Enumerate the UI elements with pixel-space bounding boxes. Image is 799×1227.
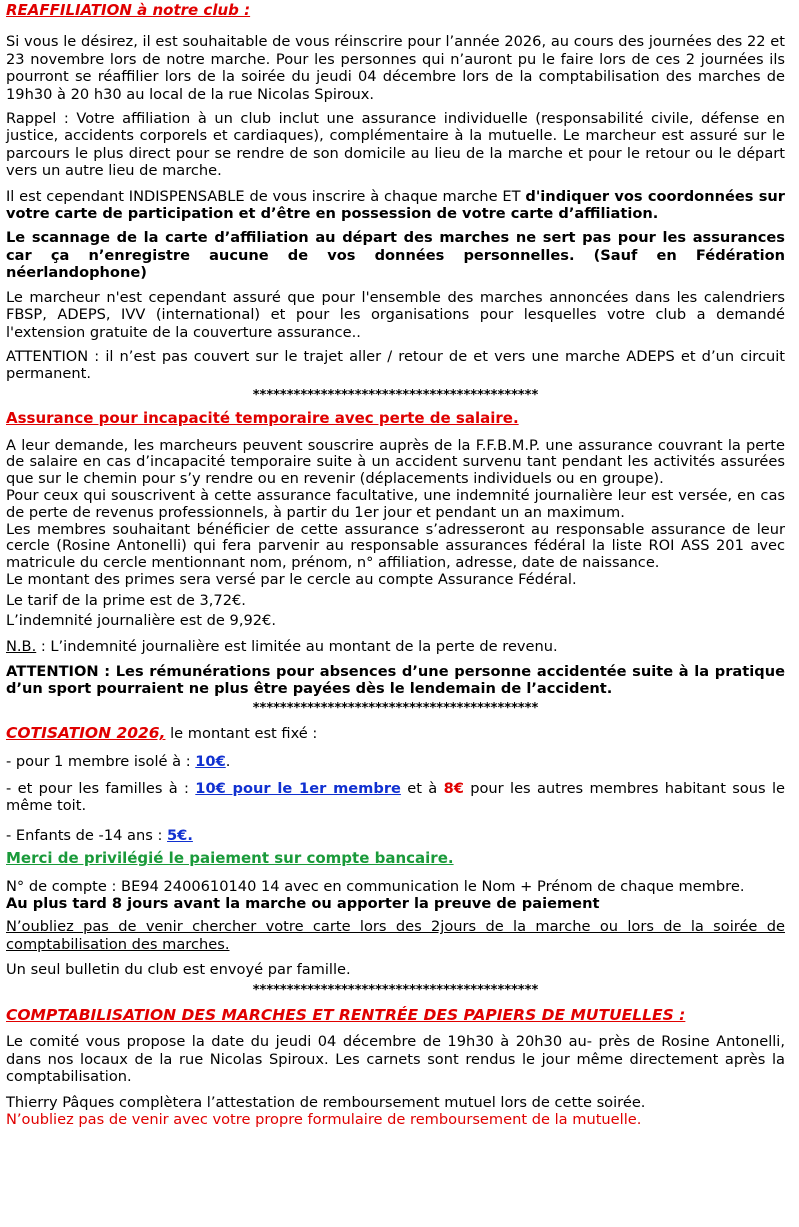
- reaffiliation-paragraph-5: Le marcheur n'est cependant assuré que pour l'ensemble des marches annoncées dans les calendriers FBSP, ADEPS, IVV (international) et pour les organisations pour lesquelles votre club a demandé l'extension gratuite de la couverture assurance..: [6, 288, 785, 341]
- insurance-attention: ATTENTION : Les rémunérations pour absences d’une personne accidentée suite à la pratique d’un sport pourraient ne plus être payées dès le lendemain de l’accident.: [6, 662, 785, 698]
- bank-payment-title: Merci de privilégié le paiement sur compte bancaire.: [6, 849, 454, 868]
- family-value: 10€ pour le 1er membre: [195, 779, 401, 797]
- reaffiliation-p3-bold: d'indiquer vos coordonnées sur votre carte de participation et d’être en possession de votre carte d’affiliation.: [6, 187, 785, 223]
- family-mid: et à: [400, 779, 444, 797]
- single-label: - pour 1 membre isolé à :: [6, 752, 196, 770]
- cotisation-title-suffix: le montant est fixé :: [165, 725, 318, 743]
- children-label: - Enfants de -14 ans :: [6, 826, 168, 844]
- children-value: 5€.: [167, 826, 193, 844]
- bank-account: N° de compte : BE94 2400610140 14 avec en communication le Nom + Prénom de chaque membre.: [6, 877, 745, 895]
- comptabilisation-paragraph-1: Le comité vous propose la date du jeudi 04 décembre de 19h30 à 20h30 au- près de Rosine Antonelli, dans nos locaux de la rue Nicolas Spiroux. Les carnets sont rendus le jour même directement après la comptabilisation.: [6, 1033, 785, 1086]
- family-end: pour les autres membres habitant sous le même toit.: [6, 779, 786, 815]
- reaffiliation-paragraph-1: Si vous le désirez, il est souhaitable de vous réinscrire pour l’année 2026, au cours des journées des 22 et 23 novembre lors de notre marche. Pour les personnes qui n’auront pu le faire lors de ces 2 journées ils pourront se réaffilier lors de la soirée du jeudi 04 décembre lors de la comptabilisation des marches de 19h30 à 20 h30 au local de la rue Nicolas Spiroux.: [6, 33, 785, 103]
- reaffiliation-title: REAFFILIATION à notre club :: [6, 1, 251, 19]
- insurance-paragraph-1: A leur demande, les marcheurs peuvent souscrire auprès de la F.F.B.M.P. une assurance couvrant la perte de salaire en cas d’incapacité temporaire suite à un accident survenu tant pendant les activités assurées que sur le chemin pour s’y rendre ou en revenir (déplacements individuels ou en groupe).: [6, 436, 785, 488]
- insurance-premium: Le tarif de la prime est de 3,72€.: [6, 591, 246, 609]
- insurance-title: Assurance pour incapacité temporaire avec perte de salaire.: [6, 409, 519, 428]
- comptabilisation-paragraph-3: N’oubliez pas de venir avec votre propre formulaire de remboursement de la mutuelle.: [6, 1111, 642, 1129]
- single-end: .: [225, 752, 231, 770]
- separator: ******************************************: [252, 387, 539, 403]
- insurance-paragraph-4: Le montant des primes sera versé par le cercle au compte Assurance Fédéral.: [6, 570, 577, 588]
- insurance-nb: [6, 638, 785, 655]
- comptabilisation-paragraph-2: Thierry Pâques complètera l’attestation de remboursement mutuel lors de cette soirée.: [6, 1093, 646, 1111]
- reaffiliation-paragraph-2: Rappel : Votre affiliation à un club inclut une assurance individuelle (responsabilité civile, défense en justice, accidents corporels et cardiaques), complémentaire à la mutuelle. Le marcheur est assuré sur le parcours le plus direct pour se rendre de son domicile au lieu de la marche et pour le retour ou le départ vers un autre lieu de marche.: [6, 110, 785, 180]
- cotisation-title: COTISATION 2026,: [6, 724, 166, 743]
- nb-text: : L’indemnité journalière est limitée au montant de la perte de revenu.: [36, 637, 558, 655]
- cotisation-children: [6, 827, 785, 844]
- separator: ******************************************: [252, 700, 539, 716]
- insurance-paragraph-3: Les membres souhaitant bénéficier de cette assurance s’adresseront au responsable assurance de leur cercle (Rosine Antonelli) qui fera parvenir au responsable assurances fédéral la liste ROI ASS 201 avec matricule du cercle mentionnant nom, prénom, n° affiliation, adresse, date de naissance.: [6, 520, 785, 572]
- cotisation-heading: [6, 725, 785, 742]
- family-label: - et pour les familles à :: [6, 779, 196, 797]
- cotisation-single: [6, 753, 785, 770]
- reaffiliation-paragraph-6: ATTENTION : il n’est pas couvert sur le trajet aller / retour de et vers une marche ADEPS et d’un circuit permanent.: [6, 347, 785, 383]
- insurance-paragraph-2: Pour ceux qui souscrivent à cette assurance facultative, une indemnité journalière leur est versée, en cas de perte de revenus professionnels, à partir du 1er jour et pendant un an maximum.: [6, 486, 785, 521]
- reaffiliation-p3-normal: Il est cependant INDISPENSABLE de vous inscrire à chaque marche ET: [6, 187, 526, 205]
- comptabilisation-title: COMPTABILISATION DES MARCHES ET RENTRÉE DES PAPIERS DE MUTUELLES :: [6, 1006, 686, 1025]
- family-other-value: 8€: [443, 779, 464, 797]
- cotisation-family: [6, 780, 785, 815]
- nb-label: N.B.: [6, 637, 37, 655]
- bulletin-note: Un seul bulletin du club est envoyé par famille.: [6, 961, 351, 979]
- reaffiliation-paragraph-4: Le scannage de la carte d’affiliation au départ des marches ne sert pas pour les assurances car ça n’enregistre aucune de vos données personnelles. (Sauf en Fédération néerlandophone): [6, 229, 785, 282]
- reaffiliation-paragraph-3: [6, 188, 785, 223]
- separator: ******************************************: [252, 982, 539, 998]
- card-reminder: N’oubliez pas de venir chercher votre carte lors des 2jours de la marche ou lors de la soirée de comptabilisation des marches.: [6, 918, 785, 953]
- insurance-daily-allowance: L’indemnité journalière est de 9,92€.: [6, 612, 276, 630]
- single-value: 10€: [195, 752, 226, 770]
- payment-deadline: Au plus tard 8 jours avant la marche ou apporter la preuve de paiement: [6, 894, 600, 912]
